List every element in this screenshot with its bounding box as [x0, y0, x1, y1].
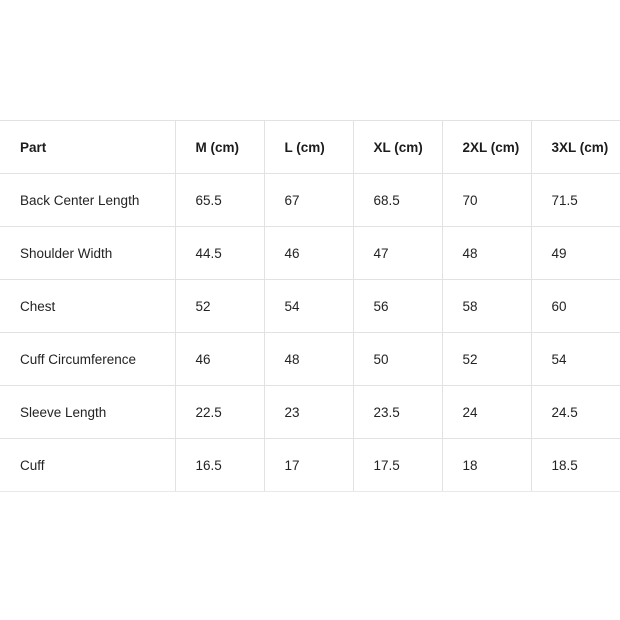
cell-3xl: 49	[531, 227, 620, 280]
column-header-2xl: 2XL (cm)	[442, 121, 531, 174]
cell-2xl: 58	[442, 280, 531, 333]
row-label: Back Center Length	[0, 174, 175, 227]
cell-2xl: 52	[442, 333, 531, 386]
table-row	[0, 227, 620, 280]
cell-3xl: 71.5	[531, 174, 620, 227]
table-row	[0, 333, 620, 386]
cell-m: 16.5	[175, 439, 264, 492]
table-body	[0, 174, 620, 492]
cell-l: 67	[264, 174, 353, 227]
cell-3xl: 24.5	[531, 386, 620, 439]
table-header	[0, 121, 620, 174]
column-header-l: L (cm)	[264, 121, 353, 174]
column-header-m: M (cm)	[175, 121, 264, 174]
cell-xl: 23.5	[353, 386, 442, 439]
column-header-xl: XL (cm)	[353, 121, 442, 174]
table-row	[0, 439, 620, 492]
row-label: Shoulder Width	[0, 227, 175, 280]
cell-m: 65.5	[175, 174, 264, 227]
size-chart-container	[0, 120, 620, 492]
cell-2xl: 70	[442, 174, 531, 227]
cell-xl: 50	[353, 333, 442, 386]
cell-l: 46	[264, 227, 353, 280]
cell-l: 54	[264, 280, 353, 333]
size-chart-table	[0, 120, 620, 492]
cell-xl: 68.5	[353, 174, 442, 227]
cell-m: 46	[175, 333, 264, 386]
cell-xl: 56	[353, 280, 442, 333]
cell-xl: 17.5	[353, 439, 442, 492]
cell-3xl: 54	[531, 333, 620, 386]
row-label: Cuff Circumference	[0, 333, 175, 386]
row-label: Chest	[0, 280, 175, 333]
cell-m: 22.5	[175, 386, 264, 439]
cell-l: 17	[264, 439, 353, 492]
row-label: Sleeve Length	[0, 386, 175, 439]
row-label: Cuff	[0, 439, 175, 492]
cell-3xl: 18.5	[531, 439, 620, 492]
cell-l: 48	[264, 333, 353, 386]
cell-3xl: 60	[531, 280, 620, 333]
cell-xl: 47	[353, 227, 442, 280]
column-header-part: Part	[0, 121, 175, 174]
cell-2xl: 24	[442, 386, 531, 439]
column-header-3xl: 3XL (cm)	[531, 121, 620, 174]
cell-m: 52	[175, 280, 264, 333]
cell-2xl: 48	[442, 227, 531, 280]
cell-l: 23	[264, 386, 353, 439]
cell-2xl: 18	[442, 439, 531, 492]
table-row	[0, 280, 620, 333]
table-row	[0, 174, 620, 227]
table-row	[0, 386, 620, 439]
cell-m: 44.5	[175, 227, 264, 280]
table-header-row	[0, 121, 620, 174]
